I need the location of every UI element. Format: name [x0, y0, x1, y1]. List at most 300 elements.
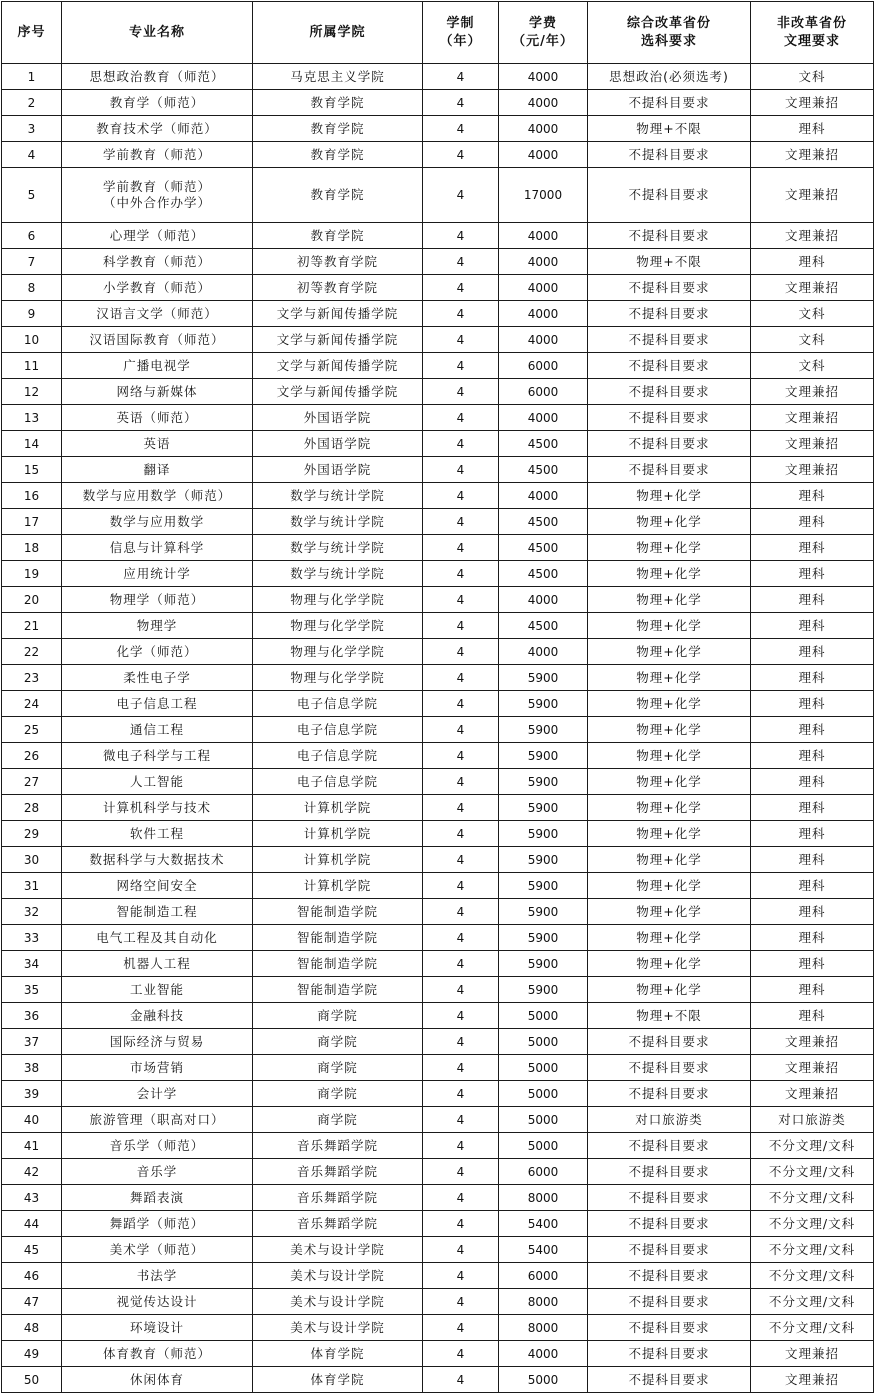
reform-subject-req: 不提科目要求 — [588, 405, 751, 431]
nonreform-track-req: 理科 — [751, 613, 874, 639]
reform-subject-req: 物理+化学 — [588, 951, 751, 977]
college-name: 计算机学院 — [253, 821, 423, 847]
duration: 4 — [423, 925, 499, 951]
reform-subject-req: 物理+化学 — [588, 717, 751, 743]
row-no: 50 — [2, 1367, 62, 1393]
reform-subject-req: 不提科目要求 — [588, 379, 751, 405]
table-row — [2, 665, 874, 691]
tuition: 4000 — [499, 249, 588, 275]
row-no: 23 — [2, 665, 62, 691]
table-row — [2, 717, 874, 743]
nonreform-track-req: 理科 — [751, 821, 874, 847]
reform-subject-req: 不提科目要求 — [588, 168, 751, 223]
nonreform-track-req: 不分文理/文科 — [751, 1289, 874, 1315]
college-name: 初等教育学院 — [253, 275, 423, 301]
row-no: 35 — [2, 977, 62, 1003]
reform-subject-req: 对口旅游类 — [588, 1107, 751, 1133]
header-no: 序号 — [2, 2, 62, 64]
reform-subject-req: 物理+不限 — [588, 249, 751, 275]
reform-subject-req: 不提科目要求 — [588, 90, 751, 116]
reform-subject-req: 不提科目要求 — [588, 457, 751, 483]
nonreform-track-req: 文理兼招 — [751, 223, 874, 249]
reform-subject-req: 物理+化学 — [588, 509, 751, 535]
table-row — [2, 795, 874, 821]
college-name: 外国语学院 — [253, 405, 423, 431]
college-name: 教育学院 — [253, 168, 423, 223]
college-name: 美术与设计学院 — [253, 1237, 423, 1263]
tuition: 5900 — [499, 821, 588, 847]
row-no: 10 — [2, 327, 62, 353]
row-no: 43 — [2, 1185, 62, 1211]
nonreform-track-req: 不分文理/文科 — [751, 1133, 874, 1159]
major-name: 小学教育（师范） — [62, 275, 253, 301]
table-row — [2, 405, 874, 431]
reform-subject-req: 物理+化学 — [588, 769, 751, 795]
major-name: 市场营销 — [62, 1055, 253, 1081]
row-no: 29 — [2, 821, 62, 847]
tuition: 5000 — [499, 1133, 588, 1159]
tuition: 5000 — [499, 1107, 588, 1133]
college-name: 物理与化学学院 — [253, 665, 423, 691]
table-row — [2, 743, 874, 769]
college-name: 教育学院 — [253, 223, 423, 249]
reform-subject-req: 不提科目要求 — [588, 1159, 751, 1185]
college-name: 物理与化学学院 — [253, 587, 423, 613]
table-row — [2, 847, 874, 873]
tuition: 4000 — [499, 483, 588, 509]
tuition: 5900 — [499, 951, 588, 977]
major-name: 化学（师范） — [62, 639, 253, 665]
nonreform-track-req: 文理兼招 — [751, 1341, 874, 1367]
reform-subject-req: 不提科目要求 — [588, 1185, 751, 1211]
tuition: 5900 — [499, 743, 588, 769]
major-name: 物理学 — [62, 613, 253, 639]
table-row — [2, 821, 874, 847]
college-name: 数学与统计学院 — [253, 509, 423, 535]
tuition: 5400 — [499, 1237, 588, 1263]
header-tuition: 学费 （元/年） — [499, 2, 588, 64]
row-no: 25 — [2, 717, 62, 743]
major-name: 会计学 — [62, 1081, 253, 1107]
tuition: 4000 — [499, 142, 588, 168]
major-name: 音乐学（师范） — [62, 1133, 253, 1159]
duration: 4 — [423, 1055, 499, 1081]
college-name: 外国语学院 — [253, 457, 423, 483]
nonreform-track-req: 理科 — [751, 977, 874, 1003]
reform-subject-req: 不提科目要求 — [588, 1055, 751, 1081]
table-row — [2, 249, 874, 275]
nonreform-track-req: 理科 — [751, 535, 874, 561]
major-name: 机器人工程 — [62, 951, 253, 977]
nonreform-track-req: 对口旅游类 — [751, 1107, 874, 1133]
table-row — [2, 168, 874, 223]
college-name: 物理与化学学院 — [253, 639, 423, 665]
reform-subject-req: 不提科目要求 — [588, 1133, 751, 1159]
tuition: 17000 — [499, 168, 588, 223]
tuition: 5900 — [499, 899, 588, 925]
duration: 4 — [423, 327, 499, 353]
header-row — [2, 2, 874, 64]
major-name: 环境设计 — [62, 1315, 253, 1341]
nonreform-track-req: 理科 — [751, 873, 874, 899]
nonreform-track-req: 理科 — [751, 1003, 874, 1029]
duration: 4 — [423, 1237, 499, 1263]
tuition: 5900 — [499, 795, 588, 821]
duration: 4 — [423, 665, 499, 691]
major-name: 教育学（师范） — [62, 90, 253, 116]
major-name: 微电子科学与工程 — [62, 743, 253, 769]
tuition: 5900 — [499, 717, 588, 743]
reform-subject-req: 物理+化学 — [588, 977, 751, 1003]
table-row — [2, 1003, 874, 1029]
nonreform-track-req: 理科 — [751, 795, 874, 821]
duration: 4 — [423, 142, 499, 168]
reform-subject-req: 物理+化学 — [588, 535, 751, 561]
major-name: 学前教育（师范） — [62, 142, 253, 168]
reform-subject-req: 不提科目要求 — [588, 142, 751, 168]
duration: 4 — [423, 951, 499, 977]
nonreform-track-req: 文科 — [751, 301, 874, 327]
tuition: 5000 — [499, 1081, 588, 1107]
duration: 4 — [423, 1341, 499, 1367]
duration: 4 — [423, 116, 499, 142]
reform-subject-req: 不提科目要求 — [588, 1315, 751, 1341]
duration: 4 — [423, 899, 499, 925]
college-name: 商学院 — [253, 1003, 423, 1029]
duration: 4 — [423, 561, 499, 587]
reform-subject-req: 不提科目要求 — [588, 1029, 751, 1055]
table-row — [2, 457, 874, 483]
table-row — [2, 483, 874, 509]
reform-subject-req: 不提科目要求 — [588, 1081, 751, 1107]
nonreform-track-req: 文理兼招 — [751, 168, 874, 223]
row-no: 32 — [2, 899, 62, 925]
tuition: 6000 — [499, 379, 588, 405]
duration: 4 — [423, 1211, 499, 1237]
reform-subject-req: 物理+不限 — [588, 1003, 751, 1029]
nonreform-track-req: 理科 — [751, 483, 874, 509]
tuition: 4000 — [499, 116, 588, 142]
table-row — [2, 873, 874, 899]
tuition: 5000 — [499, 1367, 588, 1393]
reform-subject-req: 思想政治(必须选考) — [588, 64, 751, 90]
major-name: 美术学（师范） — [62, 1237, 253, 1263]
row-no: 44 — [2, 1211, 62, 1237]
nonreform-track-req: 文理兼招 — [751, 405, 874, 431]
college-name: 数学与统计学院 — [253, 561, 423, 587]
college-name: 计算机学院 — [253, 847, 423, 873]
table-row — [2, 1289, 874, 1315]
row-no: 4 — [2, 142, 62, 168]
reform-subject-req: 物理+化学 — [588, 821, 751, 847]
tuition: 5900 — [499, 873, 588, 899]
nonreform-track-req: 不分文理/文科 — [751, 1315, 874, 1341]
duration: 4 — [423, 431, 499, 457]
major-name: 英语（师范） — [62, 405, 253, 431]
major-name: 数学与应用数学（师范） — [62, 483, 253, 509]
table-row — [2, 535, 874, 561]
table-row — [2, 223, 874, 249]
row-no: 40 — [2, 1107, 62, 1133]
college-name: 音乐舞蹈学院 — [253, 1159, 423, 1185]
header-reform-subjects: 综合改革省份 选科要求 — [588, 2, 751, 64]
reform-subject-req: 物理+化学 — [588, 795, 751, 821]
college-name: 音乐舞蹈学院 — [253, 1211, 423, 1237]
nonreform-track-req: 文科 — [751, 327, 874, 353]
duration: 4 — [423, 1029, 499, 1055]
tuition: 6000 — [499, 353, 588, 379]
table-row — [2, 431, 874, 457]
duration: 4 — [423, 873, 499, 899]
college-name: 物理与化学学院 — [253, 613, 423, 639]
college-name: 教育学院 — [253, 142, 423, 168]
reform-subject-req: 物理+化学 — [588, 483, 751, 509]
reform-subject-req: 物理+化学 — [588, 743, 751, 769]
duration: 4 — [423, 64, 499, 90]
nonreform-track-req: 理科 — [751, 899, 874, 925]
college-name: 电子信息学院 — [253, 691, 423, 717]
header-duration: 学制 （年） — [423, 2, 499, 64]
duration: 4 — [423, 1185, 499, 1211]
major-name: 汉语言文学（师范） — [62, 301, 253, 327]
header-major: 专业名称 — [62, 2, 253, 64]
duration: 4 — [423, 1107, 499, 1133]
table-row — [2, 613, 874, 639]
major-name: 广播电视学 — [62, 353, 253, 379]
tuition: 5000 — [499, 1055, 588, 1081]
duration: 4 — [423, 1367, 499, 1393]
college-name: 教育学院 — [253, 90, 423, 116]
college-name: 智能制造学院 — [253, 925, 423, 951]
college-name: 音乐舞蹈学院 — [253, 1133, 423, 1159]
row-no: 13 — [2, 405, 62, 431]
duration: 4 — [423, 769, 499, 795]
table-row — [2, 1263, 874, 1289]
majors-table — [1, 1, 874, 1393]
college-name: 智能制造学院 — [253, 977, 423, 1003]
major-name: 科学教育（师范） — [62, 249, 253, 275]
duration: 4 — [423, 301, 499, 327]
college-name: 电子信息学院 — [253, 769, 423, 795]
table-row — [2, 353, 874, 379]
nonreform-track-req: 理科 — [751, 691, 874, 717]
reform-subject-req: 不提科目要求 — [588, 1367, 751, 1393]
table-row — [2, 142, 874, 168]
row-no: 45 — [2, 1237, 62, 1263]
table-row — [2, 691, 874, 717]
duration: 4 — [423, 249, 499, 275]
college-name: 教育学院 — [253, 116, 423, 142]
major-name: 休闲体育 — [62, 1367, 253, 1393]
row-no: 11 — [2, 353, 62, 379]
duration: 4 — [423, 457, 499, 483]
nonreform-track-req: 理科 — [751, 509, 874, 535]
tuition: 4500 — [499, 613, 588, 639]
row-no: 22 — [2, 639, 62, 665]
row-no: 14 — [2, 431, 62, 457]
row-no: 16 — [2, 483, 62, 509]
table-row — [2, 1055, 874, 1081]
row-no: 41 — [2, 1133, 62, 1159]
row-no: 6 — [2, 223, 62, 249]
duration: 4 — [423, 405, 499, 431]
row-no: 5 — [2, 168, 62, 223]
row-no: 46 — [2, 1263, 62, 1289]
major-name: 翻译 — [62, 457, 253, 483]
tuition: 8000 — [499, 1315, 588, 1341]
row-no: 8 — [2, 275, 62, 301]
tuition: 4000 — [499, 223, 588, 249]
major-name: 心理学（师范） — [62, 223, 253, 249]
row-no: 7 — [2, 249, 62, 275]
tuition: 5900 — [499, 977, 588, 1003]
reform-subject-req: 物理+化学 — [588, 665, 751, 691]
row-no: 37 — [2, 1029, 62, 1055]
major-name: 旅游管理（职高对口） — [62, 1107, 253, 1133]
table-row — [2, 379, 874, 405]
table-row — [2, 1237, 874, 1263]
duration: 4 — [423, 509, 499, 535]
college-name: 智能制造学院 — [253, 899, 423, 925]
major-name: 舞蹈表演 — [62, 1185, 253, 1211]
reform-subject-req: 不提科目要求 — [588, 301, 751, 327]
major-name: 数学与应用数学 — [62, 509, 253, 535]
major-name: 国际经济与贸易 — [62, 1029, 253, 1055]
major-name: 网络与新媒体 — [62, 379, 253, 405]
tuition: 4000 — [499, 405, 588, 431]
duration: 4 — [423, 847, 499, 873]
duration: 4 — [423, 353, 499, 379]
major-name: 音乐学 — [62, 1159, 253, 1185]
college-name: 外国语学院 — [253, 431, 423, 457]
reform-subject-req: 物理+化学 — [588, 873, 751, 899]
duration: 4 — [423, 168, 499, 223]
major-name: 书法学 — [62, 1263, 253, 1289]
tuition: 4500 — [499, 431, 588, 457]
row-no: 30 — [2, 847, 62, 873]
college-name: 电子信息学院 — [253, 743, 423, 769]
nonreform-track-req: 文理兼招 — [751, 1029, 874, 1055]
duration: 4 — [423, 535, 499, 561]
major-name: 人工智能 — [62, 769, 253, 795]
duration: 4 — [423, 483, 499, 509]
college-name: 商学院 — [253, 1029, 423, 1055]
reform-subject-req: 物理+化学 — [588, 639, 751, 665]
major-name: 信息与计算科学 — [62, 535, 253, 561]
duration: 4 — [423, 743, 499, 769]
duration: 4 — [423, 1081, 499, 1107]
header-nonreform-track: 非改革省份 文理要求 — [751, 2, 874, 64]
duration: 4 — [423, 1133, 499, 1159]
tuition: 4000 — [499, 64, 588, 90]
row-no: 21 — [2, 613, 62, 639]
row-no: 20 — [2, 587, 62, 613]
reform-subject-req: 不提科目要求 — [588, 1211, 751, 1237]
table-row — [2, 977, 874, 1003]
reform-subject-req: 不提科目要求 — [588, 1341, 751, 1367]
row-no: 38 — [2, 1055, 62, 1081]
college-name: 体育学院 — [253, 1367, 423, 1393]
table-row — [2, 1133, 874, 1159]
row-no: 18 — [2, 535, 62, 561]
duration: 4 — [423, 1315, 499, 1341]
nonreform-track-req: 理科 — [751, 249, 874, 275]
tuition: 5900 — [499, 691, 588, 717]
nonreform-track-req: 理科 — [751, 561, 874, 587]
row-no: 12 — [2, 379, 62, 405]
table-row — [2, 116, 874, 142]
row-no: 17 — [2, 509, 62, 535]
table-row — [2, 301, 874, 327]
duration: 4 — [423, 795, 499, 821]
nonreform-track-req: 理科 — [751, 587, 874, 613]
major-name: 软件工程 — [62, 821, 253, 847]
tuition: 4000 — [499, 1341, 588, 1367]
table-row — [2, 561, 874, 587]
tuition: 5000 — [499, 1029, 588, 1055]
college-name: 计算机学院 — [253, 873, 423, 899]
duration: 4 — [423, 90, 499, 116]
college-name: 美术与设计学院 — [253, 1289, 423, 1315]
reform-subject-req: 物理+化学 — [588, 847, 751, 873]
row-no: 9 — [2, 301, 62, 327]
table-row — [2, 951, 874, 977]
college-name: 智能制造学院 — [253, 951, 423, 977]
tuition: 4000 — [499, 90, 588, 116]
nonreform-track-req: 文理兼招 — [751, 379, 874, 405]
row-no: 1 — [2, 64, 62, 90]
table-row — [2, 275, 874, 301]
duration: 4 — [423, 379, 499, 405]
tuition: 4000 — [499, 587, 588, 613]
tuition: 5900 — [499, 847, 588, 873]
reform-subject-req: 不提科目要求 — [588, 1289, 751, 1315]
tuition: 4500 — [499, 535, 588, 561]
duration: 4 — [423, 1263, 499, 1289]
major-name: 思想政治教育（师范） — [62, 64, 253, 90]
row-no: 26 — [2, 743, 62, 769]
duration: 4 — [423, 717, 499, 743]
major-name: 工业智能 — [62, 977, 253, 1003]
nonreform-track-req: 不分文理/文科 — [751, 1237, 874, 1263]
reform-subject-req: 不提科目要求 — [588, 275, 751, 301]
header-college: 所属学院 — [253, 2, 423, 64]
tuition: 5400 — [499, 1211, 588, 1237]
reform-subject-req: 不提科目要求 — [588, 327, 751, 353]
duration: 4 — [423, 587, 499, 613]
nonreform-track-req: 理科 — [751, 847, 874, 873]
college-name: 马克思主义学院 — [253, 64, 423, 90]
nonreform-track-req: 不分文理/文科 — [751, 1211, 874, 1237]
major-name: 汉语国际教育（师范） — [62, 327, 253, 353]
reform-subject-req: 不提科目要求 — [588, 1263, 751, 1289]
row-no: 19 — [2, 561, 62, 587]
reform-subject-req: 不提科目要求 — [588, 353, 751, 379]
college-name: 商学院 — [253, 1081, 423, 1107]
duration: 4 — [423, 639, 499, 665]
college-name: 商学院 — [253, 1055, 423, 1081]
major-name: 电子信息工程 — [62, 691, 253, 717]
nonreform-track-req: 文科 — [751, 353, 874, 379]
row-no: 3 — [2, 116, 62, 142]
college-name: 文学与新闻传播学院 — [253, 353, 423, 379]
major-name: 物理学（师范） — [62, 587, 253, 613]
table-row — [2, 64, 874, 90]
reform-subject-req: 物理+化学 — [588, 561, 751, 587]
tuition: 5000 — [499, 1003, 588, 1029]
row-no: 42 — [2, 1159, 62, 1185]
nonreform-track-req: 文科 — [751, 64, 874, 90]
